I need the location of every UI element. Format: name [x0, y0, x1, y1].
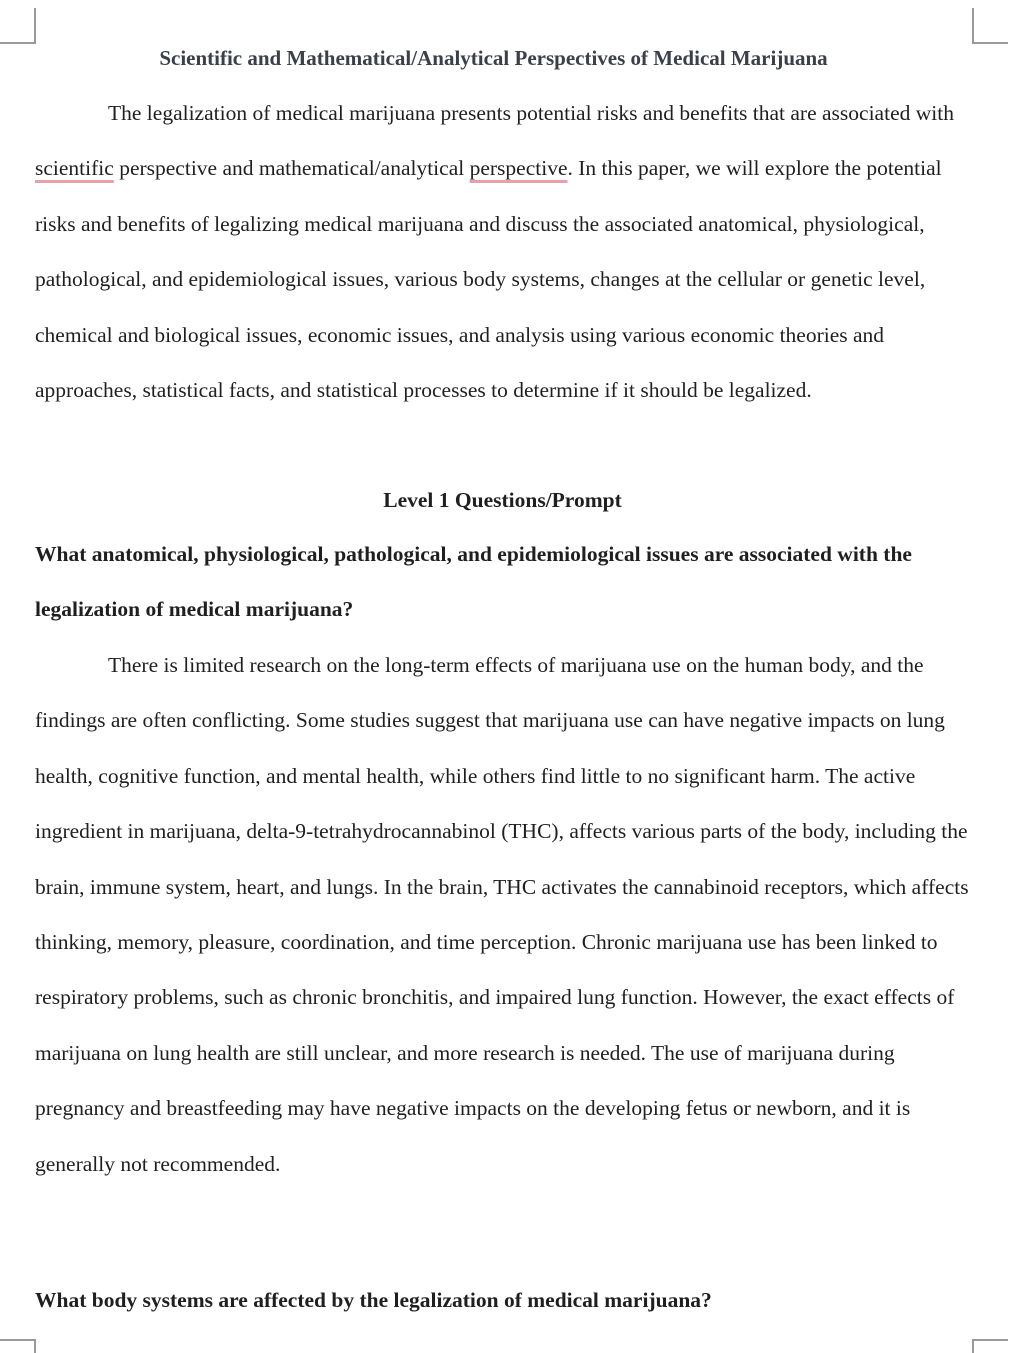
spellcheck-word-scientific[interactable]: scientific — [35, 156, 114, 181]
document-title: Scientific and Mathematical/Analytical Perspectives of Medical Marijuana — [159, 46, 828, 70]
intro-text-part2: perspective and mathematical/analytical — [113, 156, 470, 181]
level-1-heading: Level 1 Questions/Prompt — [383, 488, 622, 512]
page-corner-top-right — [972, 8, 1008, 44]
question-1-heading: What anatomical, physiological, pathological, and epidemiological issues are associated with the legalization of medical marijuana? — [35, 542, 912, 622]
page-corner-top-left — [0, 8, 36, 44]
answer-1-paragraph — [35, 638, 980, 1192]
intro-text-part3: . In this paper, we will explore the potential risks and benefits of legalizing medical marijuana and discuss the associated anatomical, physiological, pathological, and epidemiological issues, various body systems, changes at the cellular or genetic level, chemical and biological issues, economic issues, and analysis using various economic theories and approaches, statistical facts, and statistical processes to determine if it should be legalized. — [35, 156, 942, 403]
intro-text-part1: The legalization of medical marijuana presents potential risks and benefits that are associated with — [108, 101, 954, 125]
answer-1-text: There is limited research on the long-term effects of marijuana use on the human body, and the findings are often conflicting. Some studies suggest that marijuana use can have negative impacts on lung health, cognitive function, and mental health, while others find little to no significant harm. The active ingredient in marijuana, delta-9-tetrahydrocannabinol (THC), affects various parts of the body, including the brain, immune system, heart, and lungs. In the brain, THC activates the cannabinoid receptors, which affects thinking, memory, pleasure, coordination, and time perception. Chronic marijuana use has been linked to respiratory problems, such as chronic bronchitis, and impaired lung function. However, the exact effects of marijuana on lung health are still unclear, and more research is needed. The use of marijuana during pregnancy and breastfeeding may have negative impacts on the developing fetus or newborn, and it is generally not recommended. — [35, 653, 969, 1176]
spellcheck-word-perspective[interactable]: perspective — [469, 156, 568, 181]
intro-paragraph — [35, 86, 980, 418]
page-corner-bottom-left — [0, 1339, 36, 1353]
question-2-heading: What body systems are affected by the legalization of medical marijuana? — [35, 1288, 712, 1312]
page-corner-bottom-right — [972, 1339, 1008, 1353]
